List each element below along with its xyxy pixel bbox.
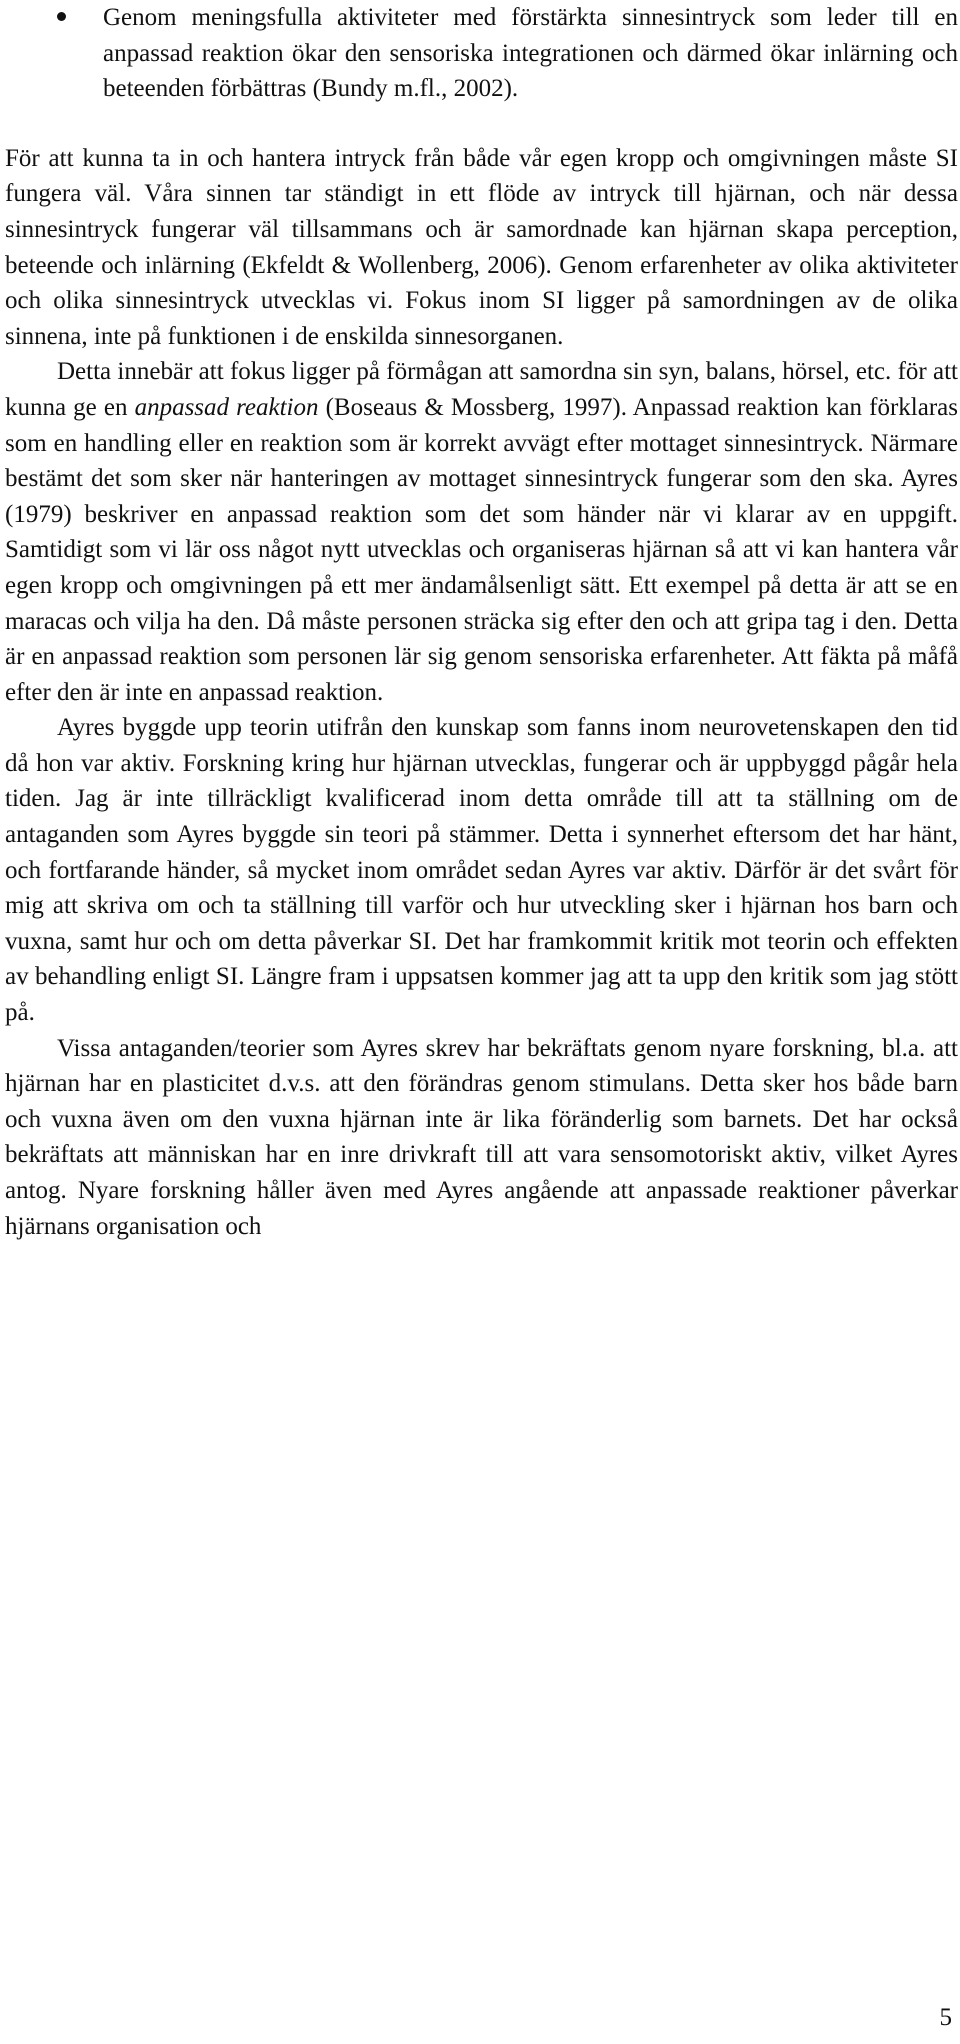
bullet-list-item [5,0,958,107]
paragraph-2-part-2: (Boseaus & Mossberg, 1997). Anpassad reaktion kan förklaras som en handling eller en reaktion som är korrekt avvägt efter mottaget sinnesintryck. Närmare bestämt det som sker när hanteringen av mottaget sinnesintryck fungerar som den ska. Ayres (1979) beskriver en anpassad reaktion som det som händer när vi klarar av en uppgift. Samtidigt som vi lär oss något nytt utvecklas och organiseras hjärnan så att vi kan hantera vår egen kropp och omgivningen på ett mer ändamålsenligt sätt. Ett exempel på detta är att se en maracas och vilja ha den. Då måste personen sträcka sig efter den och att gripa tag i den. Detta är en anpassad reaktion som personen lär sig genom sensoriska erfarenheter. Att fäkta på måfå efter den är inte en anpassad reaktion. [5,393,958,706]
page-number: 5 [939,2004,952,2031]
bullet-text: Genom meningsfulla aktiviteter med förstärkta sinnesintryck som leder till en anpassad reaktion ökar den sensoriska integrationen och därmed ökar inlärning och beteenden förbättras (Bundy m.fl., 2002). [103,4,958,103]
paragraph-2 [5,354,958,710]
paragraph-gap [5,107,958,141]
bullet-icon [57,12,66,21]
emphasis-anpassad-reaktion: anpassad reaktion [134,393,319,421]
document-page [5,0,958,1244]
paragraph-4: Vissa antaganden/teorier som Ayres skrev har bekräftats genom nyare forskning, bl.a. att hjärnan har en plasticitet d.v.s. att den förändras genom stimulans. Detta sker hos både barn och vuxna även om den vuxna hjärnan inte är lika föränderlig som barnets. Det har också bekräftats att människan har en inre drivkraft till att vara sensomotoriskt aktiv, vilket Ayres antog. Nyare forskning håller även med Ayres angående att anpassade reaktioner påverkar hjärnans organisation och [5,1034,958,1240]
paragraph-3: Ayres byggde upp teorin utifrån den kunskap som fanns inom neurovetenskapen den tid då hon var aktiv. Forskning kring hur hjärnan utvecklas, fungerar och är uppbyggd pågår hela tiden. Jag är inte tillräckligt kvalificerad inom detta område till att ta ställning om de antaganden som Ayres byggde sin teori på stämmer. Detta i synnerhet eftersom det har hänt, och fortfarande händer, så mycket inom området sedan Ayres var aktiv. Därför är det svårt för mig att skriva om och ta ställning till varför och hur utveckling sker i hjärnan hos barn och vuxna, samt hur och om detta påverkar SI. Det har framkommit kritik mot teorin och effekten av behandling enligt SI. Längre fram i uppsatsen kommer jag att ta upp den kritik som jag stött på. [5,714,958,1027]
paragraph-2-part-1: Detta innebär att fokus ligger på förmågan att samordna sin syn, balans, hörsel, etc. för att kunna ge en [5,358,958,421]
paragraph-1: För att kunna ta in och hantera intryck från både vår egen kropp och omgivningen måste SI fungera väl. Våra sinnen tar ständigt in ett flöde av intryck till hjärnan, och när dessa sinnesintryck fungerar väl tillsammans och är samordnade kan hjärnan skapa perception, beteende och inlärning (Ekfeldt & Wollenberg, 2006). Genom erfarenheter av olika aktiviteter och olika sinnesintryck utvecklas vi. Fokus inom SI ligger på samordningen av de olika sinnena, inte på funktionen i de enskilda sinnesorganen. [5,144,958,350]
